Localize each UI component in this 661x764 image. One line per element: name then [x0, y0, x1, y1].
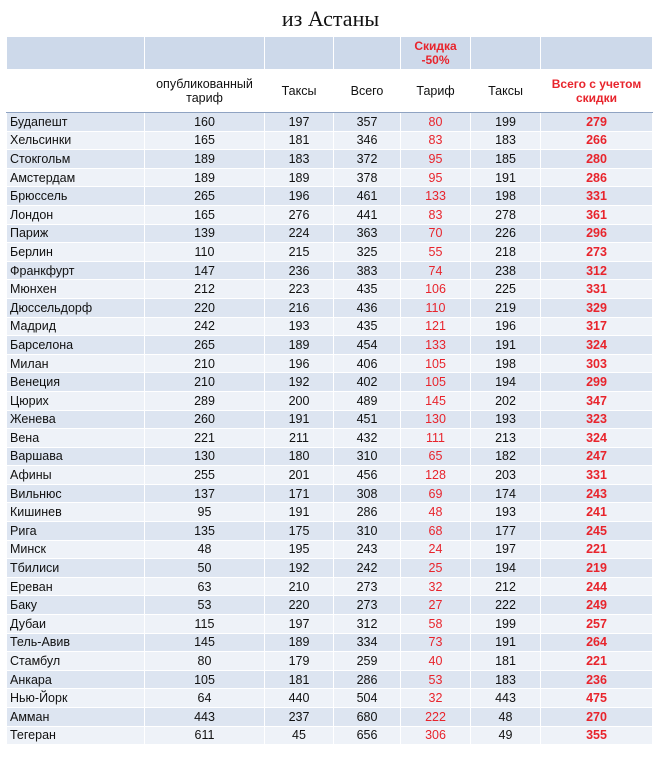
table-row [7, 615, 653, 634]
table-row [7, 187, 653, 206]
published-fare-cell: 289 [145, 391, 265, 410]
discount-fare-cell: 145 [401, 391, 471, 410]
table-row [7, 540, 653, 559]
discount-taxes-cell: 225 [471, 280, 541, 299]
total-with-discount-cell: 347 [541, 391, 653, 410]
total-with-discount-cell: 329 [541, 298, 653, 317]
header-taxes: Таксы [265, 70, 334, 113]
published-fare-cell: 220 [145, 298, 265, 317]
discount-taxes-cell: 191 [471, 633, 541, 652]
taxes-cell: 211 [265, 429, 334, 448]
published-fare-cell: 130 [145, 447, 265, 466]
table-row [7, 577, 653, 596]
discount-taxes-cell: 185 [471, 150, 541, 169]
table-row [7, 689, 653, 708]
discount-taxes-cell: 197 [471, 540, 541, 559]
total-cell: 435 [334, 280, 401, 299]
total-cell: 346 [334, 131, 401, 150]
total-with-discount-cell: 241 [541, 503, 653, 522]
discount-fare-cell: 105 [401, 354, 471, 373]
discount-fare-cell: 68 [401, 522, 471, 541]
taxes-cell: 45 [265, 726, 334, 745]
total-cell: 489 [334, 391, 401, 410]
taxes-cell: 224 [265, 224, 334, 243]
header-empty-cell [7, 37, 145, 70]
discount-fare-cell: 133 [401, 336, 471, 355]
table-row [7, 150, 653, 169]
city-cell: Венеция [7, 373, 145, 392]
taxes-cell: 236 [265, 261, 334, 280]
discount-fare-cell: 69 [401, 484, 471, 503]
published-fare-cell: 189 [145, 168, 265, 187]
taxes-cell: 223 [265, 280, 334, 299]
total-with-discount-cell: 264 [541, 633, 653, 652]
discount-fare-cell: 130 [401, 410, 471, 429]
table-row [7, 726, 653, 745]
city-cell: Париж [7, 224, 145, 243]
city-cell: Ереван [7, 577, 145, 596]
city-cell: Берлин [7, 243, 145, 262]
discount-taxes-cell: 203 [471, 466, 541, 485]
taxes-cell: 197 [265, 615, 334, 634]
total-with-discount-cell: 247 [541, 447, 653, 466]
fares-table [6, 36, 653, 745]
city-cell: Анкара [7, 670, 145, 689]
discount-fare-cell: 74 [401, 261, 471, 280]
discount-fare-cell: 128 [401, 466, 471, 485]
total-with-discount-cell: 475 [541, 689, 653, 708]
city-cell: Барселона [7, 336, 145, 355]
published-fare-cell: 95 [145, 503, 265, 522]
city-cell: Франкфурт [7, 261, 145, 280]
total-cell: 273 [334, 596, 401, 615]
total-cell: 454 [334, 336, 401, 355]
total-cell: 308 [334, 484, 401, 503]
discount-fare-cell: 106 [401, 280, 471, 299]
table-row [7, 559, 653, 578]
total-cell: 432 [334, 429, 401, 448]
total-with-discount-cell: 244 [541, 577, 653, 596]
table-row [7, 391, 653, 410]
total-cell: 325 [334, 243, 401, 262]
discount-fare-cell: 121 [401, 317, 471, 336]
total-with-discount-cell: 243 [541, 484, 653, 503]
taxes-cell: 189 [265, 633, 334, 652]
taxes-cell: 192 [265, 559, 334, 578]
table-row [7, 261, 653, 280]
published-fare-cell: 139 [145, 224, 265, 243]
discount-fare-cell: 133 [401, 187, 471, 206]
city-cell: Стамбул [7, 652, 145, 671]
discount-fare-cell: 27 [401, 596, 471, 615]
city-cell: Рига [7, 522, 145, 541]
taxes-cell: 189 [265, 168, 334, 187]
total-cell: 259 [334, 652, 401, 671]
total-cell: 273 [334, 577, 401, 596]
city-cell: Амман [7, 708, 145, 727]
discount-taxes-cell: 219 [471, 298, 541, 317]
published-fare-cell: 165 [145, 131, 265, 150]
taxes-cell: 191 [265, 503, 334, 522]
city-cell: Милан [7, 354, 145, 373]
city-cell: Нью-Йорк [7, 689, 145, 708]
published-fare-cell: 64 [145, 689, 265, 708]
table-row [7, 484, 653, 503]
published-fare-cell: 135 [145, 522, 265, 541]
header-empty-cell [265, 37, 334, 70]
total-with-discount-cell: 331 [541, 280, 653, 299]
city-cell: Баку [7, 596, 145, 615]
published-fare-cell: 160 [145, 113, 265, 132]
total-with-discount-cell: 361 [541, 205, 653, 224]
header-empty-cell [145, 37, 265, 70]
taxes-cell: 210 [265, 577, 334, 596]
published-fare-cell: 145 [145, 633, 265, 652]
discount-fare-cell: 32 [401, 577, 471, 596]
discount-fare-cell: 222 [401, 708, 471, 727]
taxes-cell: 201 [265, 466, 334, 485]
published-fare-cell: 611 [145, 726, 265, 745]
total-cell: 402 [334, 373, 401, 392]
taxes-cell: 195 [265, 540, 334, 559]
discount-taxes-cell: 183 [471, 670, 541, 689]
table-row [7, 224, 653, 243]
discount-taxes-cell: 193 [471, 503, 541, 522]
table-row [7, 298, 653, 317]
total-cell: 286 [334, 503, 401, 522]
total-with-discount-cell: 324 [541, 429, 653, 448]
discount-taxes-cell: 191 [471, 168, 541, 187]
total-cell: 310 [334, 447, 401, 466]
discount-fare-cell: 55 [401, 243, 471, 262]
table-row [7, 652, 653, 671]
total-with-discount-cell: 355 [541, 726, 653, 745]
taxes-cell: 180 [265, 447, 334, 466]
total-with-discount-cell: 331 [541, 466, 653, 485]
total-with-discount-cell: 257 [541, 615, 653, 634]
taxes-cell: 192 [265, 373, 334, 392]
total-with-discount-cell: 279 [541, 113, 653, 132]
header-empty-cell [471, 37, 541, 70]
total-with-discount-cell: 331 [541, 187, 653, 206]
discount-taxes-cell: 218 [471, 243, 541, 262]
published-fare-cell: 260 [145, 410, 265, 429]
table-row [7, 113, 653, 132]
discount-taxes-cell: 198 [471, 354, 541, 373]
header-fare: Тариф [401, 70, 471, 113]
city-cell: Хельсинки [7, 131, 145, 150]
total-cell: 456 [334, 466, 401, 485]
table-row [7, 447, 653, 466]
total-with-discount-cell: 266 [541, 131, 653, 150]
discount-fare-cell: 95 [401, 168, 471, 187]
total-with-discount-cell: 286 [541, 168, 653, 187]
total-cell: 372 [334, 150, 401, 169]
taxes-cell: 171 [265, 484, 334, 503]
published-fare-cell: 115 [145, 615, 265, 634]
discount-fare-cell: 53 [401, 670, 471, 689]
taxes-cell: 276 [265, 205, 334, 224]
header-empty-cell [541, 37, 653, 70]
total-with-discount-cell: 323 [541, 410, 653, 429]
city-cell: Вена [7, 429, 145, 448]
discount-fare-cell: 95 [401, 150, 471, 169]
table-row [7, 410, 653, 429]
discount-taxes-cell: 278 [471, 205, 541, 224]
total-with-discount-cell: 312 [541, 261, 653, 280]
discount-taxes-cell: 182 [471, 447, 541, 466]
table-row [7, 708, 653, 727]
table-row [7, 522, 653, 541]
published-fare-cell: 255 [145, 466, 265, 485]
total-with-discount-cell: 296 [541, 224, 653, 243]
header-city-empty [7, 70, 145, 113]
discount-fare-cell: 83 [401, 131, 471, 150]
table-row [7, 373, 653, 392]
published-fare-cell: 137 [145, 484, 265, 503]
city-cell: Минск [7, 540, 145, 559]
total-cell: 383 [334, 261, 401, 280]
discount-taxes-cell: 226 [471, 224, 541, 243]
discount-fare-cell: 306 [401, 726, 471, 745]
total-with-discount-cell: 249 [541, 596, 653, 615]
total-with-discount-cell: 219 [541, 559, 653, 578]
city-cell: Мюнхен [7, 280, 145, 299]
published-fare-cell: 110 [145, 243, 265, 262]
city-cell: Дюссельдорф [7, 298, 145, 317]
header-row-top [7, 37, 653, 70]
taxes-cell: 196 [265, 354, 334, 373]
total-with-discount-cell: 303 [541, 354, 653, 373]
table-row [7, 503, 653, 522]
city-cell: Цюрих [7, 391, 145, 410]
taxes-cell: 440 [265, 689, 334, 708]
header-total-with-discount: Всего с учетом скидки [541, 70, 653, 113]
total-with-discount-cell: 273 [541, 243, 653, 262]
discount-taxes-cell: 174 [471, 484, 541, 503]
discount-fare-cell: 24 [401, 540, 471, 559]
table-row [7, 354, 653, 373]
discount-taxes-cell: 213 [471, 429, 541, 448]
taxes-cell: 181 [265, 670, 334, 689]
city-cell: Вильнюс [7, 484, 145, 503]
published-fare-cell: 48 [145, 540, 265, 559]
total-with-discount-cell: 317 [541, 317, 653, 336]
published-fare-cell: 53 [145, 596, 265, 615]
discount-fare-cell: 80 [401, 113, 471, 132]
discount-taxes-cell: 194 [471, 559, 541, 578]
city-cell: Варшава [7, 447, 145, 466]
total-cell: 378 [334, 168, 401, 187]
published-fare-cell: 210 [145, 373, 265, 392]
total-cell: 357 [334, 113, 401, 132]
discount-taxes-cell: 198 [471, 187, 541, 206]
total-cell: 435 [334, 317, 401, 336]
city-cell: Будапешт [7, 113, 145, 132]
city-cell: Афины [7, 466, 145, 485]
discount-taxes-cell: 177 [471, 522, 541, 541]
discount-taxes-cell: 181 [471, 652, 541, 671]
discount-fare-cell: 110 [401, 298, 471, 317]
city-cell: Амстердам [7, 168, 145, 187]
published-fare-cell: 265 [145, 187, 265, 206]
published-fare-cell: 242 [145, 317, 265, 336]
discount-taxes-cell: 194 [471, 373, 541, 392]
taxes-cell: 183 [265, 150, 334, 169]
table-row [7, 243, 653, 262]
discount-fare-cell: 58 [401, 615, 471, 634]
taxes-cell: 220 [265, 596, 334, 615]
total-with-discount-cell: 299 [541, 373, 653, 392]
discount-fare-cell: 25 [401, 559, 471, 578]
published-fare-cell: 80 [145, 652, 265, 671]
header-discount-label: Скидка -50% [401, 37, 471, 70]
city-cell: Брюссель [7, 187, 145, 206]
total-cell: 441 [334, 205, 401, 224]
published-fare-cell: 221 [145, 429, 265, 448]
published-fare-cell: 165 [145, 205, 265, 224]
table-row [7, 205, 653, 224]
published-fare-cell: 147 [145, 261, 265, 280]
discount-taxes-cell: 49 [471, 726, 541, 745]
total-with-discount-cell: 245 [541, 522, 653, 541]
total-with-discount-cell: 270 [541, 708, 653, 727]
city-cell: Тель-Авив [7, 633, 145, 652]
discount-taxes-cell: 202 [471, 391, 541, 410]
total-with-discount-cell: 280 [541, 150, 653, 169]
header-taxes-discounted: Таксы [471, 70, 541, 113]
taxes-cell: 175 [265, 522, 334, 541]
total-cell: 242 [334, 559, 401, 578]
header-published-fare: опубликованный тариф [145, 70, 265, 113]
total-cell: 680 [334, 708, 401, 727]
total-cell: 656 [334, 726, 401, 745]
taxes-cell: 179 [265, 652, 334, 671]
discount-taxes-cell: 183 [471, 131, 541, 150]
total-with-discount-cell: 236 [541, 670, 653, 689]
taxes-cell: 215 [265, 243, 334, 262]
table-row [7, 429, 653, 448]
table-row [7, 596, 653, 615]
total-cell: 286 [334, 670, 401, 689]
table-row [7, 633, 653, 652]
discount-taxes-cell: 193 [471, 410, 541, 429]
discount-taxes-cell: 222 [471, 596, 541, 615]
city-cell: Тбилиси [7, 559, 145, 578]
published-fare-cell: 443 [145, 708, 265, 727]
total-cell: 334 [334, 633, 401, 652]
discount-fare-cell: 40 [401, 652, 471, 671]
page-title: из Астаны [281, 6, 380, 31]
taxes-cell: 191 [265, 410, 334, 429]
table-row [7, 466, 653, 485]
city-cell: Дубаи [7, 615, 145, 634]
total-with-discount-cell: 221 [541, 540, 653, 559]
discount-taxes-cell: 48 [471, 708, 541, 727]
discount-taxes-cell: 199 [471, 113, 541, 132]
published-fare-cell: 265 [145, 336, 265, 355]
city-cell: Кишинев [7, 503, 145, 522]
taxes-cell: 200 [265, 391, 334, 410]
city-cell: Мадрид [7, 317, 145, 336]
discount-fare-cell: 73 [401, 633, 471, 652]
total-cell: 363 [334, 224, 401, 243]
discount-taxes-cell: 191 [471, 336, 541, 355]
total-cell: 310 [334, 522, 401, 541]
taxes-cell: 196 [265, 187, 334, 206]
discount-fare-cell: 70 [401, 224, 471, 243]
taxes-cell: 193 [265, 317, 334, 336]
total-cell: 436 [334, 298, 401, 317]
discount-fare-cell: 105 [401, 373, 471, 392]
total-cell: 243 [334, 540, 401, 559]
discount-taxes-cell: 199 [471, 615, 541, 634]
published-fare-cell: 210 [145, 354, 265, 373]
table-row [7, 131, 653, 150]
discount-fare-cell: 83 [401, 205, 471, 224]
table-row [7, 280, 653, 299]
table-row [7, 670, 653, 689]
city-cell: Стокгольм [7, 150, 145, 169]
table-row [7, 168, 653, 187]
header-row-columns [7, 70, 653, 113]
published-fare-cell: 63 [145, 577, 265, 596]
discount-taxes-cell: 443 [471, 689, 541, 708]
taxes-cell: 237 [265, 708, 334, 727]
discount-taxes-cell: 196 [471, 317, 541, 336]
taxes-cell: 197 [265, 113, 334, 132]
taxes-cell: 181 [265, 131, 334, 150]
total-cell: 312 [334, 615, 401, 634]
header-empty-cell [334, 37, 401, 70]
total-with-discount-cell: 324 [541, 336, 653, 355]
fares-table-body [7, 113, 653, 745]
discount-taxes-cell: 212 [471, 577, 541, 596]
published-fare-cell: 50 [145, 559, 265, 578]
total-cell: 504 [334, 689, 401, 708]
discount-fare-cell: 32 [401, 689, 471, 708]
taxes-cell: 216 [265, 298, 334, 317]
total-cell: 406 [334, 354, 401, 373]
taxes-cell: 189 [265, 336, 334, 355]
total-cell: 461 [334, 187, 401, 206]
total-with-discount-cell: 221 [541, 652, 653, 671]
discount-fare-cell: 111 [401, 429, 471, 448]
city-cell: Тегеран [7, 726, 145, 745]
published-fare-cell: 189 [145, 150, 265, 169]
discount-fare-cell: 48 [401, 503, 471, 522]
discount-fare-cell: 65 [401, 447, 471, 466]
city-cell: Женева [7, 410, 145, 429]
table-row [7, 317, 653, 336]
total-cell: 451 [334, 410, 401, 429]
discount-taxes-cell: 238 [471, 261, 541, 280]
published-fare-cell: 105 [145, 670, 265, 689]
city-cell: Лондон [7, 205, 145, 224]
table-row [7, 336, 653, 355]
header-total: Всего [334, 70, 401, 113]
published-fare-cell: 212 [145, 280, 265, 299]
